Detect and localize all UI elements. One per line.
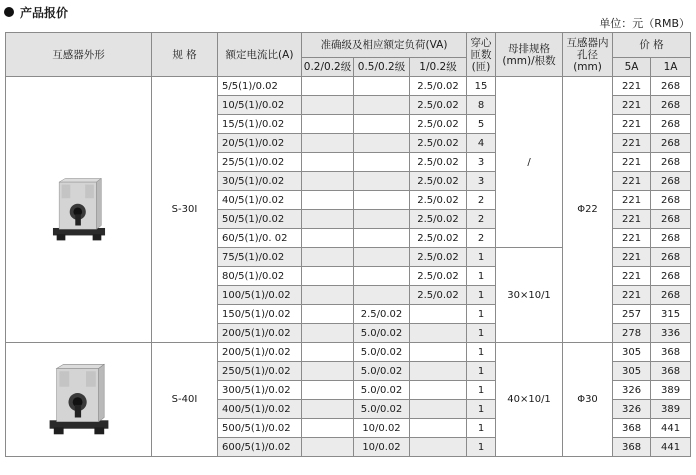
accuracy-05-cell	[354, 248, 410, 267]
accuracy-10-cell: 2.5/0.02	[410, 96, 467, 115]
turns-cell: 1	[467, 267, 496, 286]
price-1a-cell: 389	[651, 381, 691, 400]
busbar-cell: 40×10/1	[496, 343, 563, 457]
accuracy-02-cell	[302, 210, 354, 229]
price-1a-cell: 268	[651, 77, 691, 96]
current-transformer-image	[6, 350, 151, 450]
accuracy-02-cell	[302, 172, 354, 191]
accuracy-05-cell	[354, 77, 410, 96]
ratio-cell: 600/5(1)/0.02	[218, 438, 302, 457]
accuracy-10-cell: 2.5/0.02	[410, 115, 467, 134]
accuracy-02-cell	[302, 77, 354, 96]
price-5a-cell: 326	[613, 381, 651, 400]
price-5a-cell: 305	[613, 362, 651, 381]
ratio-cell: 20/5(1)/0.02	[218, 134, 302, 153]
header-accuracy: 准确级及相应额定负荷(VA)	[302, 33, 467, 58]
price-5a-cell: 221	[613, 229, 651, 248]
price-5a-cell: 368	[613, 419, 651, 438]
ratio-cell: 100/5(1)/0.02	[218, 286, 302, 305]
accuracy-10-cell	[410, 362, 467, 381]
table-row	[6, 77, 691, 96]
ratio-cell: 30/5(1)/0.02	[218, 172, 302, 191]
accuracy-05-cell	[354, 115, 410, 134]
price-5a-cell: 221	[613, 248, 651, 267]
ratio-cell: 500/5(1)/0.02	[218, 419, 302, 438]
turns-cell: 3	[467, 153, 496, 172]
ratio-cell: 5/5(1)/0.02	[218, 77, 302, 96]
accuracy-10-cell: 2.5/0.02	[410, 248, 467, 267]
price-1a-cell: 268	[651, 248, 691, 267]
accuracy-05-cell: 10/0.02	[354, 419, 410, 438]
price-1a-cell: 268	[651, 172, 691, 191]
price-1a-cell: 268	[651, 267, 691, 286]
price-5a-cell: 221	[613, 172, 651, 191]
accuracy-10-cell	[410, 305, 467, 324]
accuracy-02-cell	[302, 305, 354, 324]
ratio-cell: 150/5(1)/0.02	[218, 305, 302, 324]
accuracy-05-cell	[354, 172, 410, 191]
turns-cell: 1	[467, 400, 496, 419]
price-1a-cell: 368	[651, 362, 691, 381]
accuracy-10-cell	[410, 381, 467, 400]
currency-unit: 单位：元（RMB）	[599, 17, 690, 30]
accuracy-05-cell: 10/0.02	[354, 438, 410, 457]
accuracy-05-cell	[354, 191, 410, 210]
accuracy-10-cell	[410, 419, 467, 438]
price-5a-cell: 221	[613, 286, 651, 305]
price-table-body	[6, 77, 691, 457]
turns-cell: 1	[467, 286, 496, 305]
accuracy-02-cell	[302, 229, 354, 248]
ratio-cell: 250/5(1)/0.02	[218, 362, 302, 381]
turns-cell: 1	[467, 362, 496, 381]
section-title: 产品报价	[20, 5, 69, 20]
turns-cell: 1	[467, 324, 496, 343]
busbar-cell: 30×10/1	[496, 248, 563, 343]
price-5a-cell: 221	[613, 134, 651, 153]
accuracy-02-cell	[302, 400, 354, 419]
header-shape: 互感器外形	[6, 33, 152, 77]
accuracy-10-cell	[410, 343, 467, 362]
accuracy-05-cell: 5.0/0.02	[354, 362, 410, 381]
accuracy-02-cell	[302, 324, 354, 343]
price-5a-cell: 221	[613, 77, 651, 96]
price-1a-cell: 441	[651, 419, 691, 438]
price-5a-cell: 221	[613, 267, 651, 286]
turns-cell: 1	[467, 305, 496, 324]
product-image-cell	[6, 343, 152, 457]
price-1a-cell: 268	[651, 96, 691, 115]
accuracy-10-cell: 2.5/0.02	[410, 210, 467, 229]
price-1a-cell: 441	[651, 438, 691, 457]
header-price-1a: 1A	[651, 58, 691, 77]
price-1a-cell: 389	[651, 400, 691, 419]
price-1a-cell: 268	[651, 191, 691, 210]
header-hole: 互感器内孔径(mm)	[563, 33, 613, 77]
ratio-cell: 200/5(1)/0.02	[218, 343, 302, 362]
ratio-cell: 50/5(1)/0.02	[218, 210, 302, 229]
accuracy-05-cell	[354, 210, 410, 229]
header-acc-02: 0.2/0.2级	[302, 58, 354, 77]
accuracy-02-cell	[302, 286, 354, 305]
accuracy-10-cell	[410, 438, 467, 457]
accuracy-02-cell	[302, 248, 354, 267]
ratio-cell: 60/5(1)/0. 02	[218, 229, 302, 248]
price-5a-cell: 326	[613, 400, 651, 419]
price-5a-cell: 305	[613, 343, 651, 362]
turns-cell: 8	[467, 96, 496, 115]
ratio-cell: 75/5(1)/0.02	[218, 248, 302, 267]
accuracy-02-cell	[302, 438, 354, 457]
accuracy-05-cell: 5.0/0.02	[354, 381, 410, 400]
header-acc-05: 0.5/0.2级	[354, 58, 410, 77]
turns-cell: 4	[467, 134, 496, 153]
current-transformer-image	[6, 162, 151, 258]
accuracy-10-cell	[410, 324, 467, 343]
accuracy-02-cell	[302, 134, 354, 153]
accuracy-10-cell: 2.5/0.02	[410, 153, 467, 172]
accuracy-05-cell	[354, 229, 410, 248]
price-5a-cell: 221	[613, 153, 651, 172]
turns-cell: 1	[467, 438, 496, 457]
accuracy-02-cell	[302, 343, 354, 362]
price-5a-cell: 221	[613, 210, 651, 229]
accuracy-05-cell	[354, 286, 410, 305]
accuracy-05-cell: 5.0/0.02	[354, 343, 410, 362]
turns-cell: 15	[467, 77, 496, 96]
accuracy-10-cell: 2.5/0.02	[410, 229, 467, 248]
price-5a-cell: 368	[613, 438, 651, 457]
product-image-cell	[6, 77, 152, 343]
accuracy-10-cell: 2.5/0.02	[410, 172, 467, 191]
price-1a-cell: 268	[651, 229, 691, 248]
price-5a-cell: 221	[613, 115, 651, 134]
accuracy-02-cell	[302, 381, 354, 400]
price-5a-cell: 221	[613, 191, 651, 210]
accuracy-05-cell	[354, 134, 410, 153]
accuracy-05-cell: 5.0/0.02	[354, 400, 410, 419]
accuracy-02-cell	[302, 115, 354, 134]
accuracy-02-cell	[302, 96, 354, 115]
ratio-cell: 40/5(1)/0.02	[218, 191, 302, 210]
ratio-cell: 80/5(1)/0.02	[218, 267, 302, 286]
accuracy-05-cell: 2.5/0.02	[354, 305, 410, 324]
turns-cell: 1	[467, 248, 496, 267]
ratio-cell: 15/5(1)/0.02	[218, 115, 302, 134]
price-1a-cell: 368	[651, 343, 691, 362]
busbar-cell: /	[496, 77, 563, 248]
price-5a-cell: 278	[613, 324, 651, 343]
turns-cell: 5	[467, 115, 496, 134]
header-turns: 穿心匝数(匝)	[467, 33, 496, 77]
header-busbar: 母排规格(mm)/根数	[496, 33, 563, 77]
bullet-icon	[4, 7, 14, 17]
accuracy-10-cell	[410, 400, 467, 419]
price-5a-cell: 257	[613, 305, 651, 324]
header-model: 规 格	[152, 33, 218, 77]
ratio-cell: 25/5(1)/0.02	[218, 153, 302, 172]
turns-cell: 3	[467, 172, 496, 191]
price-1a-cell: 315	[651, 305, 691, 324]
hole-cell: Φ22	[563, 77, 613, 343]
turns-cell: 1	[467, 381, 496, 400]
price-1a-cell: 336	[651, 324, 691, 343]
price-5a-cell: 221	[613, 96, 651, 115]
accuracy-10-cell: 2.5/0.02	[410, 134, 467, 153]
turns-cell: 2	[467, 191, 496, 210]
price-1a-cell: 268	[651, 286, 691, 305]
accuracy-10-cell: 2.5/0.02	[410, 191, 467, 210]
price-table	[5, 32, 691, 457]
header-price-5a: 5A	[613, 58, 651, 77]
section-heading	[4, 3, 68, 21]
ratio-cell: 10/5(1)/0.02	[218, 96, 302, 115]
turns-cell: 1	[467, 343, 496, 362]
accuracy-10-cell: 2.5/0.02	[410, 77, 467, 96]
accuracy-10-cell: 2.5/0.02	[410, 267, 467, 286]
accuracy-05-cell	[354, 153, 410, 172]
header-ratio: 额定电流比(A)	[218, 33, 302, 77]
accuracy-05-cell: 5.0/0.02	[354, 324, 410, 343]
accuracy-02-cell	[302, 419, 354, 438]
header-acc-10: 1/0.2级	[410, 58, 467, 77]
accuracy-02-cell	[302, 153, 354, 172]
turns-cell: 2	[467, 229, 496, 248]
price-1a-cell: 268	[651, 153, 691, 172]
turns-cell: 2	[467, 210, 496, 229]
turns-cell: 1	[467, 419, 496, 438]
price-1a-cell: 268	[651, 210, 691, 229]
accuracy-05-cell	[354, 267, 410, 286]
accuracy-02-cell	[302, 191, 354, 210]
accuracy-05-cell	[354, 96, 410, 115]
ratio-cell: 200/5(1)/0.02	[218, 324, 302, 343]
ratio-cell: 300/5(1)/0.02	[218, 381, 302, 400]
table-row	[6, 343, 691, 362]
accuracy-02-cell	[302, 362, 354, 381]
model-cell: S-30I	[152, 77, 218, 343]
model-cell: S-40I	[152, 343, 218, 457]
hole-cell: Φ30	[563, 343, 613, 457]
price-1a-cell: 268	[651, 115, 691, 134]
accuracy-10-cell: 2.5/0.02	[410, 286, 467, 305]
header-price: 价 格	[613, 33, 691, 58]
ratio-cell: 400/5(1)/0.02	[218, 400, 302, 419]
accuracy-02-cell	[302, 267, 354, 286]
price-1a-cell: 268	[651, 134, 691, 153]
